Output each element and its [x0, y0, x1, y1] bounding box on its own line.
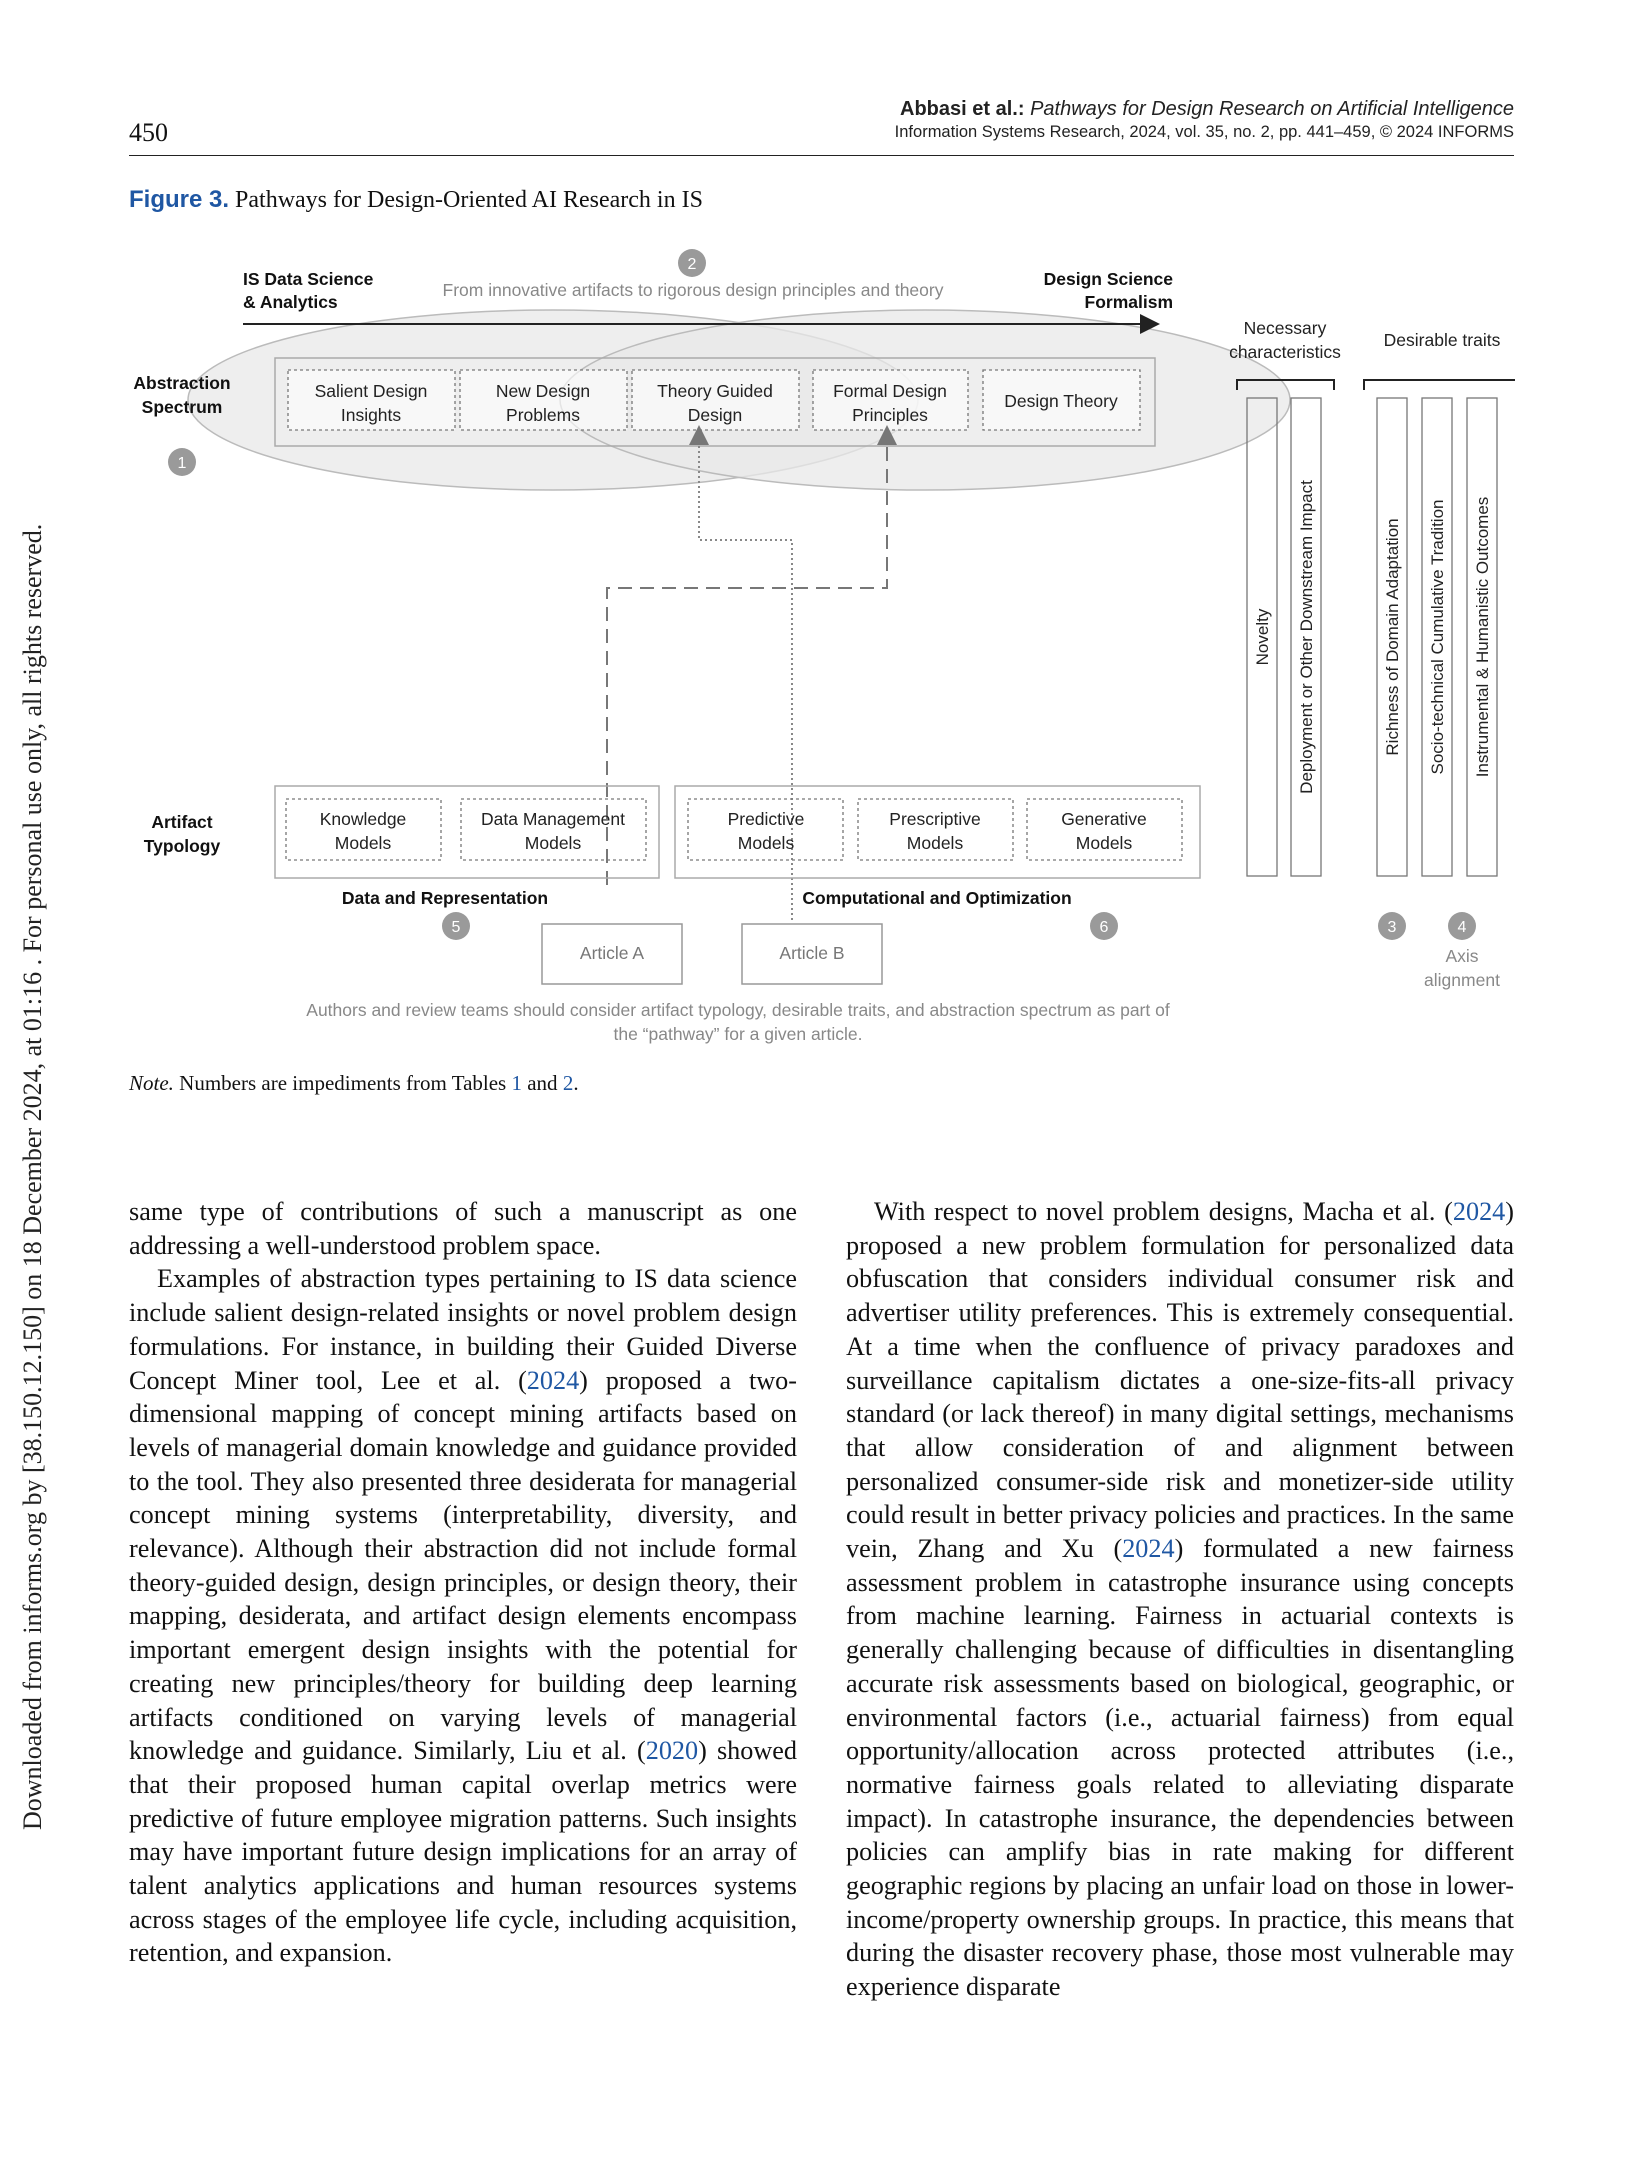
body-column-right [846, 1195, 1514, 2004]
axis-left-label: IS Data Science & Analytics [243, 269, 374, 312]
svg-text:New DesignProblems: New Design Problems [495, 381, 591, 425]
compute-group-container [675, 786, 1200, 878]
trait-novelty [1247, 398, 1277, 876]
abstraction-box-theory-guided [632, 370, 799, 430]
note-prefix: Note. [129, 1071, 174, 1095]
svg-text:KnowledgeModels: Knowledge Models [319, 809, 407, 853]
svg-text:Design Theory: Design Theory [1004, 391, 1118, 411]
citation-liu-2020[interactable]: 2020 [645, 1736, 699, 1766]
axis-note: From innovative artifacts to rigorous design principles and theory [442, 280, 944, 300]
svg-text:Salient DesignInsights: Salient Design Insights [314, 381, 428, 425]
citation-lee-2024[interactable]: 2024 [526, 1365, 580, 1395]
svg-text:Socio-technical Cumulative Tra: Socio-technical Cumulative Tradition [1428, 499, 1447, 775]
marker-3-label: 3 [1387, 919, 1397, 936]
trait-instrumental [1467, 398, 1497, 876]
article-a-box [542, 924, 682, 984]
typology-box-prescriptive [858, 799, 1013, 860]
axis-right-label: Design Science Formalism [1043, 269, 1173, 312]
typology-box-knowledge [286, 799, 441, 860]
download-notice [0, 0, 47, 2175]
running-head [895, 97, 1514, 143]
data-group-label: Data and Representation [341, 888, 549, 908]
note-end: . [573, 1071, 579, 1095]
trait-domain-adaptation [1377, 398, 1407, 876]
trait-deployment [1291, 398, 1321, 876]
table-1-link[interactable]: 1 [511, 1071, 522, 1095]
marker-5-label: 5 [451, 919, 461, 936]
svg-text:Article A: Article A [579, 943, 645, 963]
marker-1-label: 1 [177, 455, 187, 472]
left-paragraph-1: same type of contributions of such a manuscript as one addressing a well-understood problem space. [129, 1197, 797, 1260]
page-number: 450 [129, 118, 168, 147]
axis-alignment-label: Axis alignment [1424, 946, 1500, 990]
right-paragraph-1: With respect to novel problem designs, Macha et al. (2024) proposed a new problem formulation for personalized data obfuscation that considers individual consumer risk and advertiser utility preferences. This is extremely consequential. At a time when the confluence of privacy paradoxes and surveillance capitalism dictates a one-size-fits-all privacy standard (or lack thereof) in many digital settings, mechanisms that allow consideration of and alignment between personalized consumer-side risk and monetizer-side utility could result in better privacy policies and practices. In the same vein, Zhang and Xu (2024) formulated a new fairness assessment problem in catastrophe insurance using concepts from machine learning. Fairness in actuarial contexts is generally challenging because of difficulties in disentangling accurate risk assessments based on biological, geographic, or environmental factors (i.e., actuarial fairness) from equal opportunity/allocation across protected attributes (i.e., normative fairness goals related to alleviating disparate impact). In catastrophe insurance, the dependencies between policies can amplify bias in rate making for different geographic regions by placing an unfair load on those in lower-income/property ownership groups. In practice, this means that during the disaster recovery phase, those most vulnerable may experience disparate [846, 1197, 1514, 2002]
marker-2-label: 2 [687, 256, 697, 273]
svg-text:Formal DesignPrinciples: Formal Design Principles [833, 381, 947, 425]
note-and: and [527, 1071, 558, 1095]
citation-macha-2024[interactable]: 2024 [1452, 1197, 1506, 1226]
compute-group-label: Computational and Optimization [802, 888, 1072, 908]
abstraction-box-design-theory [983, 370, 1140, 430]
svg-text:Deployment or Other Downstream: Deployment or Other Downstream Impact [1297, 480, 1316, 794]
svg-text:PredictiveModels: Predictive Models [727, 809, 805, 853]
artifact-typology-label: Artifact Typology [143, 812, 221, 856]
article-b-box [742, 924, 882, 984]
desirable-traits-label: Desirable traits [1383, 330, 1501, 350]
running-head-citation: Information Systems Research, 2024, vol. 35, no. 2, pp. 441–459, © 2024 INFORMS [894, 123, 1514, 141]
marker-6-label: 6 [1099, 919, 1109, 936]
typology-box-generative [1027, 799, 1182, 860]
abstraction-box-new-problems [460, 370, 627, 430]
necessary-characteristics-label: Necessary characteristics [1229, 318, 1341, 362]
abstraction-spectrum-label: Abstraction Spectrum [133, 373, 231, 417]
body-column-left [129, 1195, 797, 1970]
svg-text:PrescriptiveModels: Prescriptive Models [889, 809, 981, 853]
trait-socio-technical [1422, 398, 1452, 876]
citation-zhang-xu-2024[interactable]: 2024 [1122, 1534, 1175, 1564]
svg-text:Theory GuidedDesign: Theory Guided Design [657, 381, 773, 425]
table-2-link[interactable]: 2 [562, 1071, 574, 1095]
svg-text:Article B: Article B [779, 943, 845, 963]
abstraction-box-formal-principles [813, 370, 968, 430]
figure-diagram [125, 240, 1515, 1065]
figure-note [129, 1071, 579, 1096]
data-group-container [275, 786, 659, 878]
svg-text:Instrumental & Humanistic Outc: Instrumental & Humanistic Outcomes [1473, 496, 1492, 778]
svg-text:Novelty: Novelty [1253, 608, 1272, 666]
figure-bottom-note: Authors and review teams should consider artifact typology, desirable traits, and abstraction spectrum as part of the “pathway” for a given article. [306, 1000, 1170, 1044]
figure-label: Figure 3. [129, 186, 230, 213]
running-head-authors: Abbasi et al.: [900, 98, 1025, 120]
header-rule [129, 155, 1514, 156]
figure-title: Pathways for Design-Oriented AI Research in IS [235, 187, 703, 213]
svg-text:Data ManagementModels: Data Management Models [481, 809, 625, 853]
marker-4-label: 4 [1457, 919, 1467, 936]
desirable-bracket [1364, 380, 1515, 390]
note-text: Numbers are impediments from Tables [179, 1071, 507, 1095]
running-head-title: Pathways for Design Research on Artificial Intelligence [1030, 98, 1514, 120]
left-paragraph-2: Examples of abstraction types pertaining to IS data science include salient design-related insights or novel problem design formulations. For instance, in building their Guided Diverse Concept Miner tool, Lee et al. (2024) proposed a two-dimensional mapping of concept mining artifacts based on levels of managerial domain knowledge and guidance provided to the tool. They also presented three desiderata for managerial concept mining systems (interpretability, diversity, and relevance). Although their abstraction did not include formal theory-guided design, design principles, or design theory, their mapping, desiderata, and artifact design elements encompass important emergent design insights with the potential for creating new principles/theory for building deep learning artifacts conditioned on varying levels of managerial knowledge and guidance. Similarly, Liu et al. (2020) showed that their proposed human capital overlap metrics were predictive of future employee migration patterns. Such insights may have important future design implications for an array of talent analytics applications and human resources systems across stages of the employee life cycle, including acquisition, retention, and expansion. [129, 1264, 797, 1968]
typology-box-data-management [461, 799, 646, 860]
svg-text:GenerativeModels: Generative Models [1061, 809, 1147, 853]
typology-box-predictive [688, 799, 843, 860]
download-notice-text: Downloaded from informs.org by [38.150.12.150] on 18 December 2024, at 01:16 . For personal use only, all rights reserved. [18, 523, 47, 1830]
abstraction-box-salient [288, 370, 455, 430]
svg-text:Richness of Domain Adaptation: Richness of Domain Adaptation [1383, 518, 1402, 756]
figure-caption [129, 186, 703, 214]
